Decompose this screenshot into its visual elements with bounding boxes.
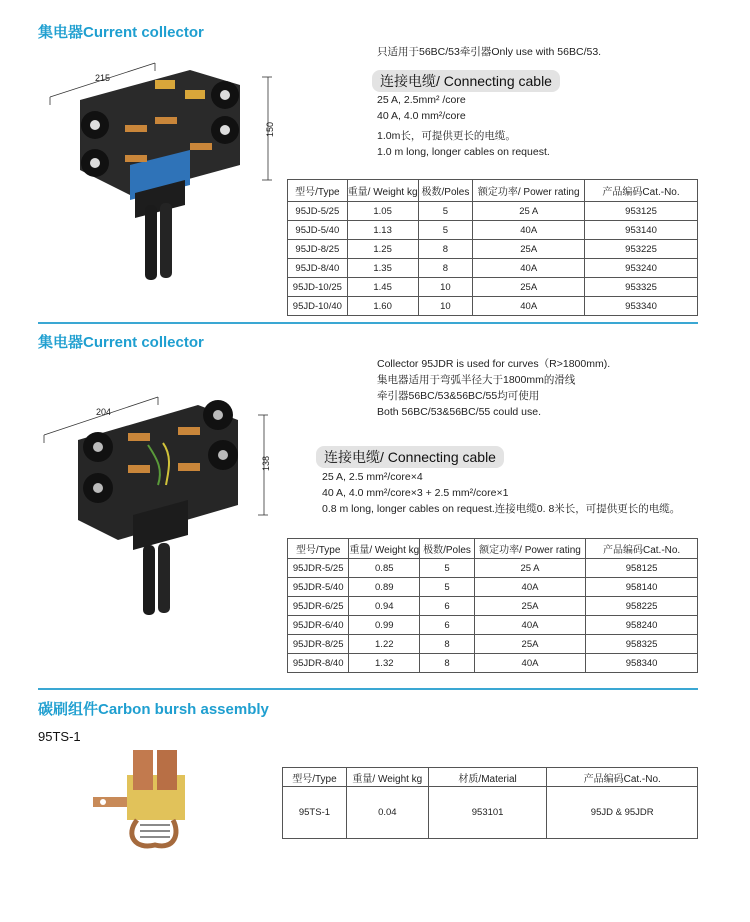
cell-weight: 0.89 — [349, 578, 420, 597]
cell-power: 40A — [474, 578, 585, 597]
header-power: 额定功率/ Power rating — [473, 180, 585, 202]
cell-type: 95JD-5/40 — [288, 221, 348, 240]
header-power: 额定功率/ Power rating — [474, 539, 585, 559]
cell-power: 25 A — [474, 559, 585, 578]
cell-catno: 958140 — [586, 578, 698, 597]
table-row — [288, 559, 698, 578]
section3-title: 碳刷组件Carbon bursh assembly — [38, 701, 269, 718]
section3-spec-table — [282, 767, 698, 839]
section-divider — [38, 322, 698, 324]
cell-catno: 953240 — [585, 259, 698, 278]
cable-line: 40 A, 4.0 mm²/core×3 + 2.5 mm²/core×1 — [322, 487, 509, 499]
table-header-row — [288, 180, 698, 202]
section2-note: 集电器适用于弯弧半径大于1800mm的滑线 — [377, 374, 576, 386]
header-catno: 产品编码Cat.-No. — [586, 539, 698, 559]
cell-poles: 8 — [420, 635, 475, 654]
section2-title: 集电器Current collector — [38, 334, 204, 351]
cell-catno: 958125 — [586, 559, 698, 578]
cell-weight: 1.13 — [347, 221, 418, 240]
current-collector-95jd-image — [40, 55, 290, 285]
table-row — [288, 654, 698, 673]
table-row — [288, 278, 698, 297]
cable-line: 25 A, 2.5 mm²/core×4 — [322, 471, 423, 483]
cell-poles: 6 — [420, 616, 475, 635]
header-weight: 重量/ Weight kg — [346, 768, 428, 787]
cell-poles: 5 — [420, 578, 475, 597]
section1-length-lines — [377, 128, 550, 160]
header-weight: 重量/ Weight kg — [349, 539, 420, 559]
dim-width-label: 215 — [95, 73, 111, 83]
carbon-brush-assembly-image — [85, 745, 215, 860]
cell-type: 95JDR-8/40 — [288, 654, 349, 673]
cell-power: 40A — [473, 259, 585, 278]
cell-catno: 953140 — [585, 221, 698, 240]
section1-title: 集电器Current collector — [38, 24, 204, 41]
cell-type: 95JD-8/40 — [288, 259, 348, 278]
cell-type: 95JD-5/25 — [288, 202, 348, 221]
cell-type: 95TS-1 — [283, 787, 347, 839]
dim-height-label: 138 — [261, 455, 271, 471]
table-row — [288, 578, 698, 597]
cell-catno: 953225 — [585, 240, 698, 259]
cell-weight: 0.04 — [346, 787, 428, 839]
header-material: 材质/Material — [428, 768, 547, 787]
cell-power: 25A — [473, 278, 585, 297]
table-row — [283, 787, 698, 839]
header-catno: 产品编码Cat.-No. — [547, 768, 698, 787]
cell-weight: 1.25 — [347, 240, 418, 259]
cell-catno: 953340 — [585, 297, 698, 316]
cable-line: 40 A, 4.0 mm²/core — [377, 110, 466, 122]
cell-catno: 953325 — [585, 278, 698, 297]
section2-note: 牵引器56BC/53&56BC/55均可使用 — [377, 390, 540, 402]
cell-material: 953101 — [428, 787, 547, 839]
table-row — [288, 240, 698, 259]
section2-note: Collector 95JDR is used for curves（R>1800mm). — [377, 358, 611, 370]
cell-catno: 958340 — [586, 654, 698, 673]
section1-note: 只适用于56BC/53牵引器Only use with 56BC/53. — [377, 46, 602, 58]
cell-type: 95JDR-5/25 — [288, 559, 349, 578]
cell-poles: 5 — [418, 221, 473, 240]
cell-type: 95JDR-8/25 — [288, 635, 349, 654]
cell-power: 25A — [473, 240, 585, 259]
cell-type: 95JD-10/25 — [288, 278, 348, 297]
cell-weight: 0.94 — [349, 597, 420, 616]
table-row — [288, 616, 698, 635]
cell-power: 25A — [474, 635, 585, 654]
table-row — [288, 221, 698, 240]
model-label: 95TS-1 — [38, 729, 81, 744]
cell-power: 40A — [473, 221, 585, 240]
table-header-row — [288, 539, 698, 559]
cell-weight: 1.32 — [349, 654, 420, 673]
cell-weight: 1.22 — [349, 635, 420, 654]
cell-type: 95JDR-6/25 — [288, 597, 349, 616]
table-header-row — [283, 768, 698, 787]
table-row — [288, 202, 698, 221]
cell-weight: 1.35 — [347, 259, 418, 278]
section2-note: Both 56BC/53&56BC/55 could use. — [377, 406, 542, 418]
section1-notes — [377, 44, 601, 60]
cable-line: 0.8 m long, longer cables on request.连接电缆0. 8米长，可提供更长的电缆。 — [322, 503, 681, 515]
cell-catno: 95JD & 95JDR — [547, 787, 698, 839]
section-divider — [38, 688, 698, 690]
cell-power: 40A — [473, 297, 585, 316]
cell-poles: 10 — [418, 297, 473, 316]
cell-poles: 5 — [418, 202, 473, 221]
section2-cable-lines — [322, 469, 680, 517]
table-row — [288, 297, 698, 316]
cell-poles: 5 — [420, 559, 475, 578]
header-poles: 极数/Poles — [420, 539, 475, 559]
cell-weight: 1.60 — [347, 297, 418, 316]
cell-weight: 0.99 — [349, 616, 420, 635]
table-row — [288, 259, 698, 278]
cell-power: 40A — [474, 654, 585, 673]
cell-weight: 1.45 — [347, 278, 418, 297]
section1-spec-table — [287, 179, 698, 316]
section1-cable-title: 连接电缆/ Connecting cable — [372, 70, 560, 92]
length-line: 1.0m长，可提供更长的电缆。 — [377, 130, 516, 142]
header-type: 型号/Type — [283, 768, 347, 787]
cell-weight: 1.05 — [347, 202, 418, 221]
section2-spec-table — [287, 538, 698, 673]
header-type: 型号/Type — [288, 539, 349, 559]
cell-poles: 8 — [418, 259, 473, 278]
dim-width-label: 204 — [96, 407, 112, 417]
cell-poles: 8 — [420, 654, 475, 673]
section1-cable-lines — [377, 92, 466, 124]
cell-type: 95JDR-5/40 — [288, 578, 349, 597]
cell-poles: 8 — [418, 240, 473, 259]
cell-catno: 958225 — [586, 597, 698, 616]
cell-poles: 6 — [420, 597, 475, 616]
cell-poles: 10 — [418, 278, 473, 297]
dim-height-label: 150 — [265, 121, 275, 137]
section2-notes — [377, 356, 610, 420]
cell-catno: 958240 — [586, 616, 698, 635]
cell-power: 25 A — [473, 202, 585, 221]
table-row — [288, 635, 698, 654]
length-line: 1.0 m long, longer cables on request. — [377, 146, 550, 158]
current-collector-95jdr-image — [38, 385, 288, 620]
cell-weight: 0.85 — [349, 559, 420, 578]
cell-type: 95JD-10/40 — [288, 297, 348, 316]
header-catno: 产品编码Cat.-No. — [585, 180, 698, 202]
cell-catno: 953125 — [585, 202, 698, 221]
header-poles: 极数/Poles — [418, 180, 473, 202]
cable-line: 25 A, 2.5mm² /core — [377, 94, 466, 106]
cell-power: 25A — [474, 597, 585, 616]
header-type: 型号/Type — [288, 180, 348, 202]
table-row — [288, 597, 698, 616]
header-weight: 重量/ Weight kg — [347, 180, 418, 202]
cell-power: 40A — [474, 616, 585, 635]
cell-catno: 958325 — [586, 635, 698, 654]
cell-type: 95JD-8/25 — [288, 240, 348, 259]
cell-type: 95JDR-6/40 — [288, 616, 349, 635]
section2-cable-title: 连接电缆/ Connecting cable — [316, 446, 504, 468]
